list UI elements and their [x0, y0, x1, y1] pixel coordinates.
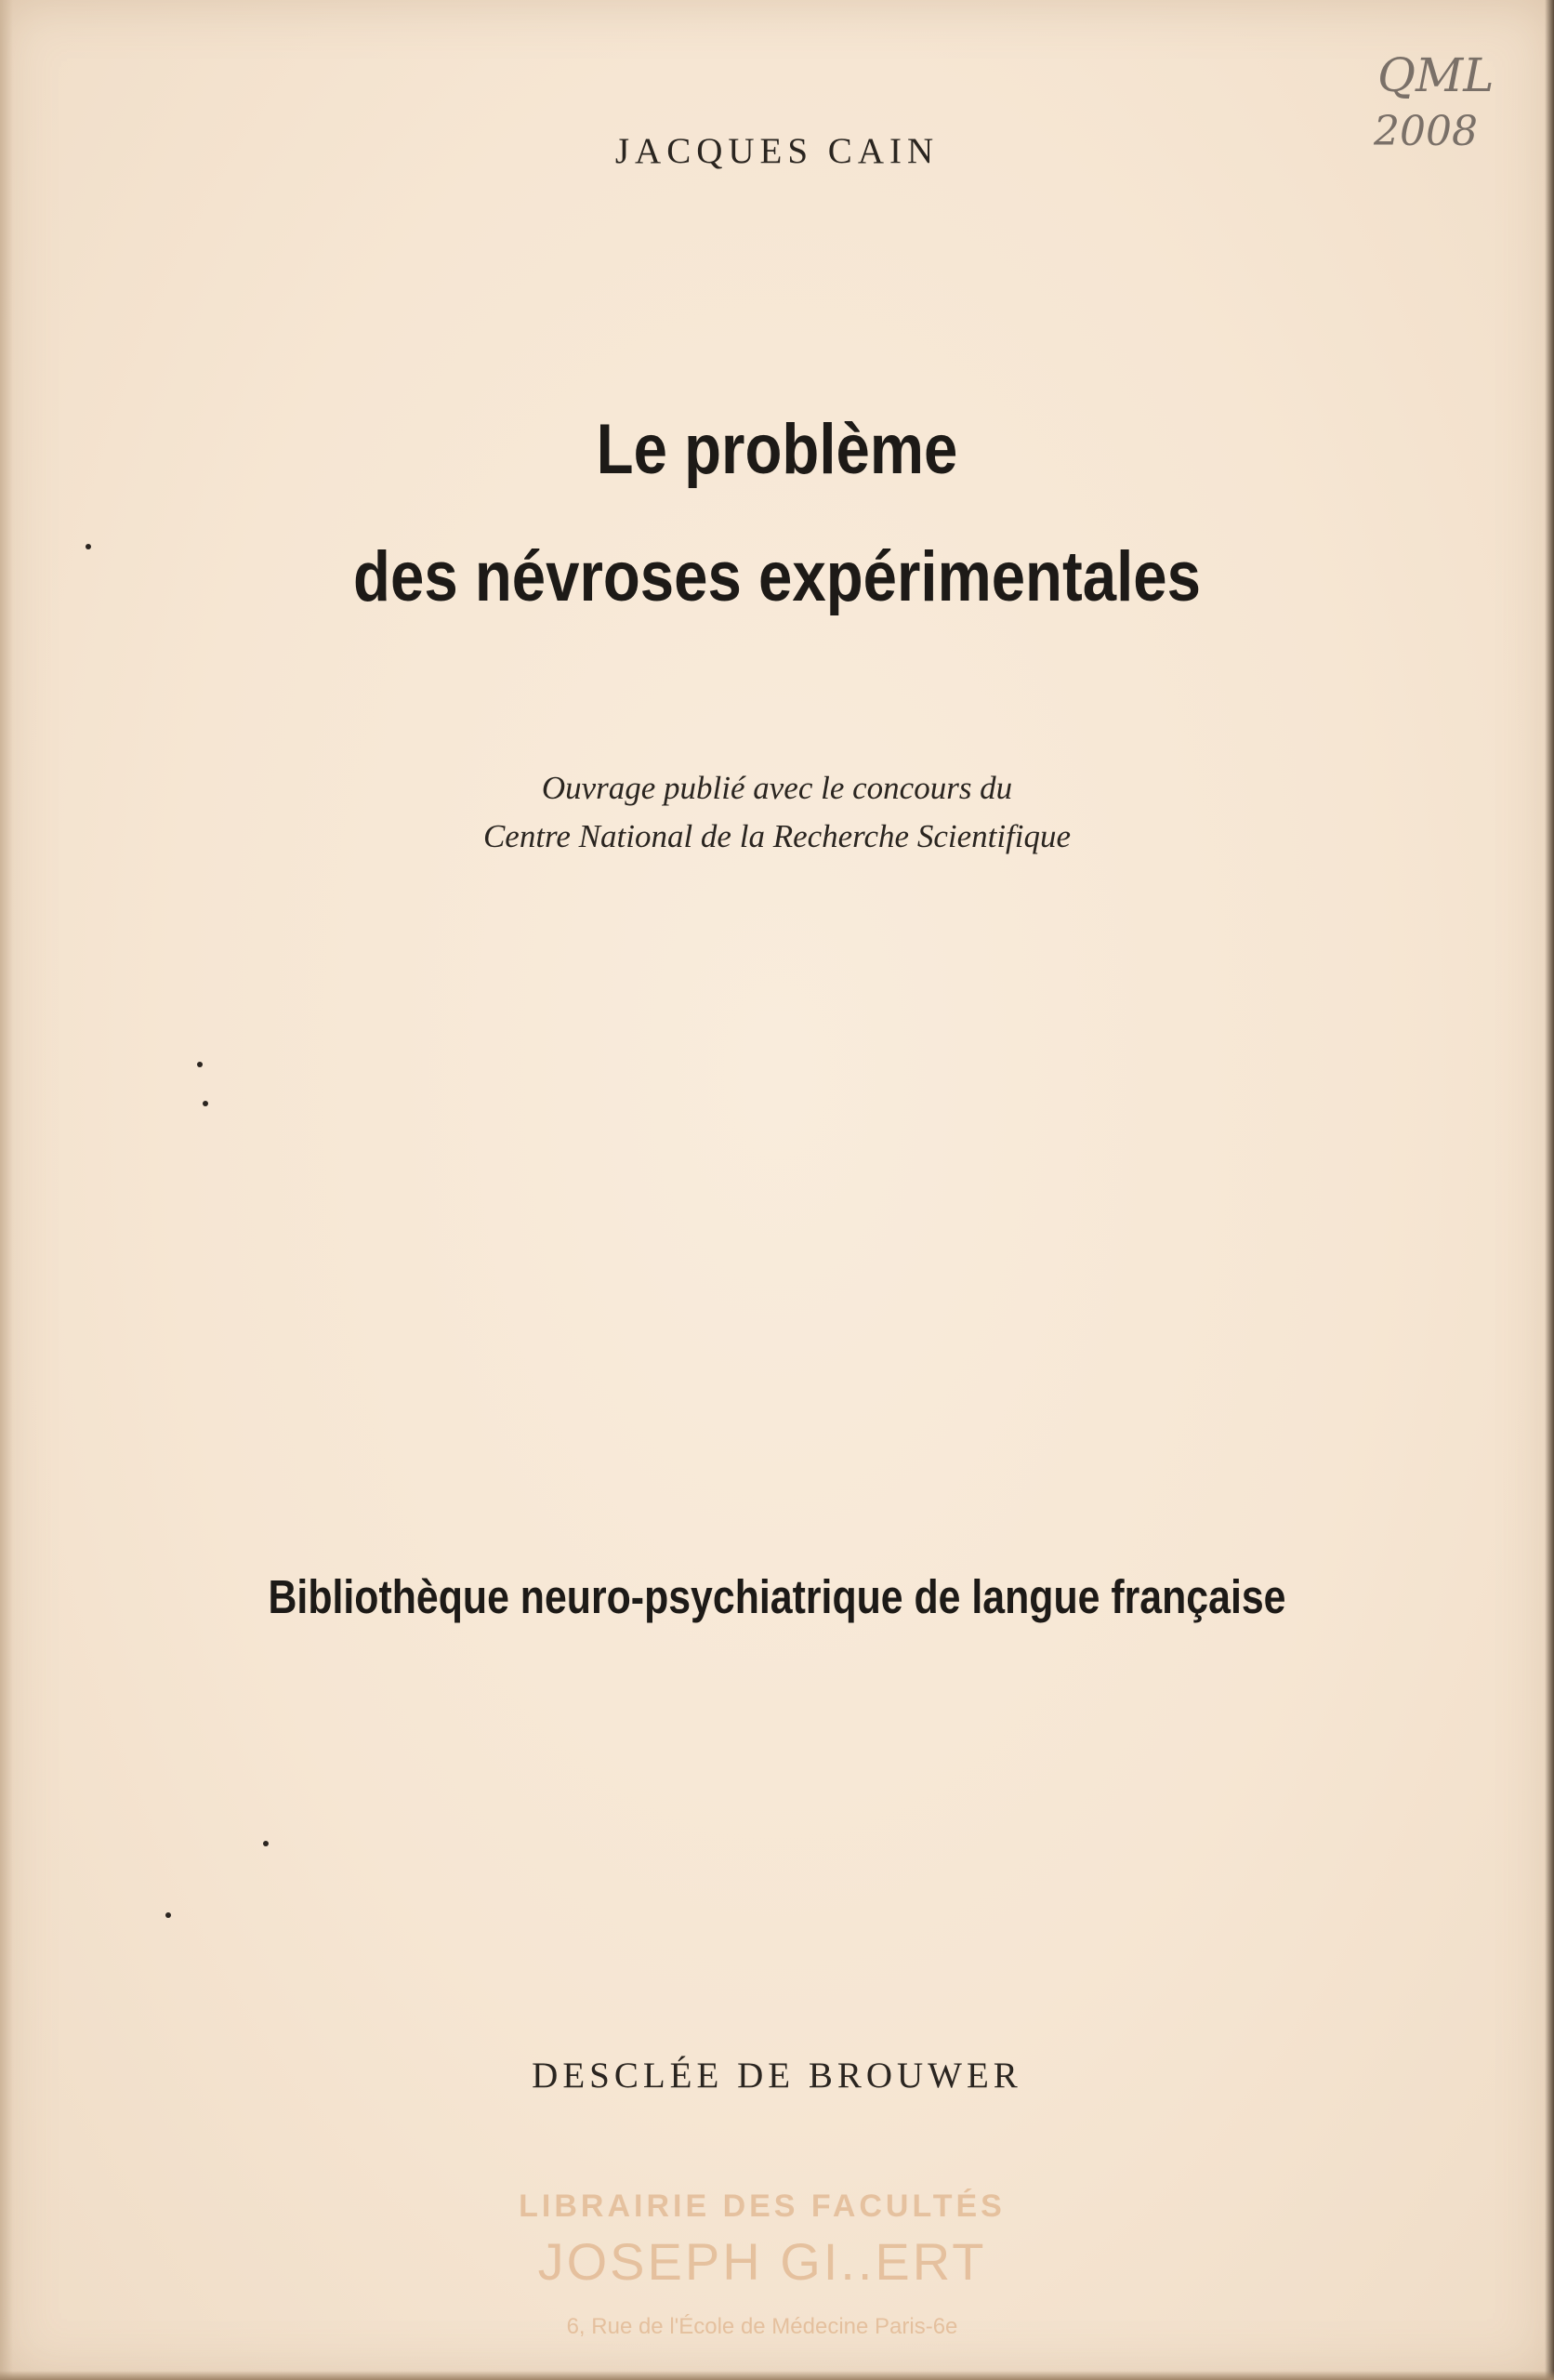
subtitle-line-1: Ouvrage publié avec le concours du — [541, 770, 1013, 806]
stamp-line-2: JOSEPH GI..ERT — [537, 2232, 987, 2291]
page-left-edge — [0, 0, 13, 2380]
bookseller-stamp — [502, 2175, 1022, 2361]
page-bottom-edge — [0, 2371, 1554, 2380]
author-name: JACQUES CAIN — [614, 131, 940, 171]
series-title: Bibliothèque neuro-psychiatrique de langue française — [268, 1570, 1286, 1623]
book-title-line-2: des névroses expérimentales — [353, 537, 1201, 616]
paper-speck — [165, 1912, 171, 1918]
publisher-name: DESCLÉE DE BROUWER — [532, 2056, 1022, 2096]
page-right-edge — [1545, 0, 1554, 2380]
book-title-line-1: Le problème — [596, 410, 958, 489]
annotation-line-2: 2008 — [1374, 108, 1478, 155]
paper-speck — [203, 1101, 208, 1106]
stamp-line-1: LIBRAIRIE DES FACULTÉS — [519, 2188, 1006, 2224]
paper-speck — [263, 1841, 269, 1846]
subtitle-line-2: Centre National de la Recherche Scientifique — [482, 818, 1072, 854]
paper-speck — [86, 544, 91, 549]
annotation-line-1: QML — [1377, 48, 1495, 102]
paper-speck — [197, 1062, 203, 1067]
stamp-line-3: 6, Rue de l'École de Médecine Paris-6e — [566, 2314, 958, 2339]
